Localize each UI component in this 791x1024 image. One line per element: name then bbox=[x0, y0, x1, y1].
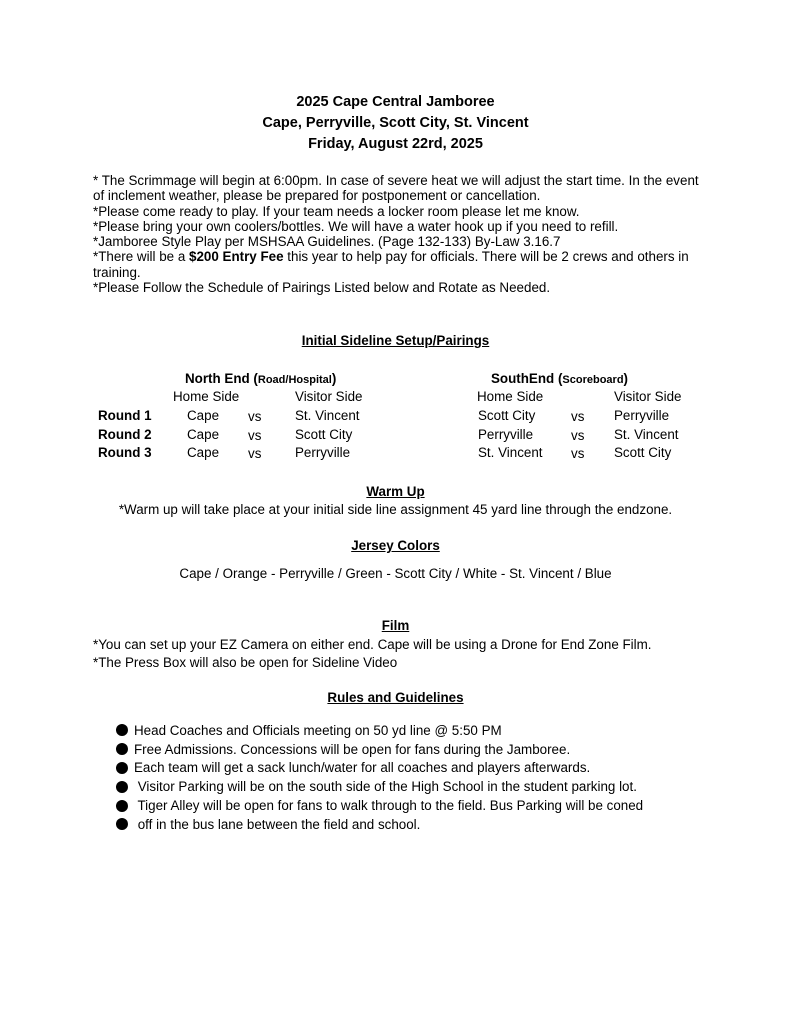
vs-label: vs bbox=[248, 428, 262, 443]
south-visitor-label: Visitor Side bbox=[614, 389, 682, 404]
intro-block bbox=[93, 173, 713, 295]
document-title: 2025 Cape Central Jamboree bbox=[296, 94, 495, 110]
south-home-team: Perryville bbox=[478, 427, 534, 442]
list-item: Tiger Alley will be open for fans to walk through to the field. Bus Parking will be coned bbox=[116, 796, 643, 815]
south-home-label: Home Side bbox=[477, 389, 544, 404]
vs-label: vs bbox=[571, 446, 585, 461]
intro-locker-note: *Please come ready to play. If your team needs a locker room please let me know. bbox=[93, 203, 580, 219]
north-end-header: North End (Road/Hospital) bbox=[185, 371, 337, 386]
north-home-team: Cape bbox=[187, 427, 220, 442]
round-label: Round 1 bbox=[98, 408, 152, 423]
pairings-heading: Initial Sideline Setup/Pairings bbox=[301, 333, 490, 348]
document-date: Friday, August 22rd, 2025 bbox=[308, 136, 483, 152]
intro-scrimmage-note: * The Scrimmage will begin at 6:00pm. In case of severe heat we will adjust the start time. In the event of inclement weather, please be prepared for postponement or cancellation. bbox=[93, 173, 699, 204]
south-home-team: Scott City bbox=[478, 408, 536, 423]
bullet-icon bbox=[116, 781, 128, 793]
list-item: Visitor Parking will be on the south side of the High School in the student parking lot. bbox=[116, 777, 643, 796]
jersey-colors-text: Cape / Orange - Perryville / Green - Scott City / White - St. Vincent / Blue bbox=[179, 566, 612, 581]
vs-label: vs bbox=[571, 409, 585, 424]
south-visitor-team: Perryville bbox=[614, 408, 670, 423]
vs-label: vs bbox=[248, 446, 262, 461]
list-item: Free Admissions. Concessions will be open for fans during the Jamboree. bbox=[116, 740, 643, 759]
north-home-team: Cape bbox=[187, 408, 220, 423]
intro-schedule-note: *Please Follow the Schedule of Pairings Listed below and Rotate as Needed. bbox=[93, 280, 551, 296]
document-teams: Cape, Perryville, Scott City, St. Vincent bbox=[262, 115, 529, 131]
warmup-text: *Warm up will take place at your initial side line assignment 45 yard line through the endzone. bbox=[118, 502, 673, 517]
round-label: Round 2 bbox=[98, 427, 152, 442]
warmup-heading: Warm Up bbox=[366, 484, 425, 499]
film-heading: Film bbox=[381, 618, 410, 633]
film-camera-note: *You can set up your EZ Camera on either end. Cape will be using a Drone for End Zone Film. bbox=[93, 637, 652, 652]
north-visitor-team: Perryville bbox=[295, 445, 351, 460]
round-label: Round 3 bbox=[98, 445, 152, 460]
north-visitor-team: St. Vincent bbox=[295, 408, 360, 423]
south-visitor-team: Scott City bbox=[614, 445, 672, 460]
north-visitor-label: Visitor Side bbox=[295, 389, 363, 404]
entry-fee-amount: $200 Entry Fee bbox=[189, 249, 284, 265]
north-visitor-team: Scott City bbox=[295, 427, 353, 442]
bullet-icon bbox=[116, 818, 128, 830]
vs-label: vs bbox=[248, 409, 262, 424]
intro-entry-fee-note: *There will be a $200 Entry Fee this year to help pay for officials. There will be 2 crews and others in training. bbox=[93, 249, 689, 280]
north-home-team: Cape bbox=[187, 445, 220, 460]
vs-label: vs bbox=[571, 428, 585, 443]
intro-guidelines-note: *Jamboree Style Play per MSHSAA Guidelines. (Page 132-133) By-Law 3.16.7 bbox=[93, 234, 561, 250]
bullet-icon bbox=[116, 724, 128, 736]
rules-list bbox=[116, 721, 643, 834]
rules-heading: Rules and Guidelines bbox=[327, 690, 464, 705]
bullet-icon bbox=[116, 800, 128, 812]
list-item: Head Coaches and Officials meeting on 50 yd line @ 5:50 PM bbox=[116, 721, 643, 740]
list-item: Each team will get a sack lunch/water for all coaches and players afterwards. bbox=[116, 759, 643, 778]
bullet-icon bbox=[116, 743, 128, 755]
north-home-label: Home Side bbox=[173, 389, 240, 404]
film-pressbox-note: *The Press Box will also be open for Sideline Video bbox=[93, 655, 398, 670]
intro-coolers-note: *Please bring your own coolers/bottles. We will have a water hook up if you need to refill. bbox=[93, 218, 619, 234]
bullet-icon bbox=[116, 762, 128, 774]
south-home-team: St. Vincent bbox=[478, 445, 543, 460]
jersey-heading: Jersey Colors bbox=[351, 538, 440, 553]
south-end-header: SouthEnd (Scoreboard) bbox=[491, 371, 629, 386]
list-item: off in the bus lane between the field and school. bbox=[116, 815, 643, 834]
south-visitor-team: St. Vincent bbox=[614, 427, 679, 442]
